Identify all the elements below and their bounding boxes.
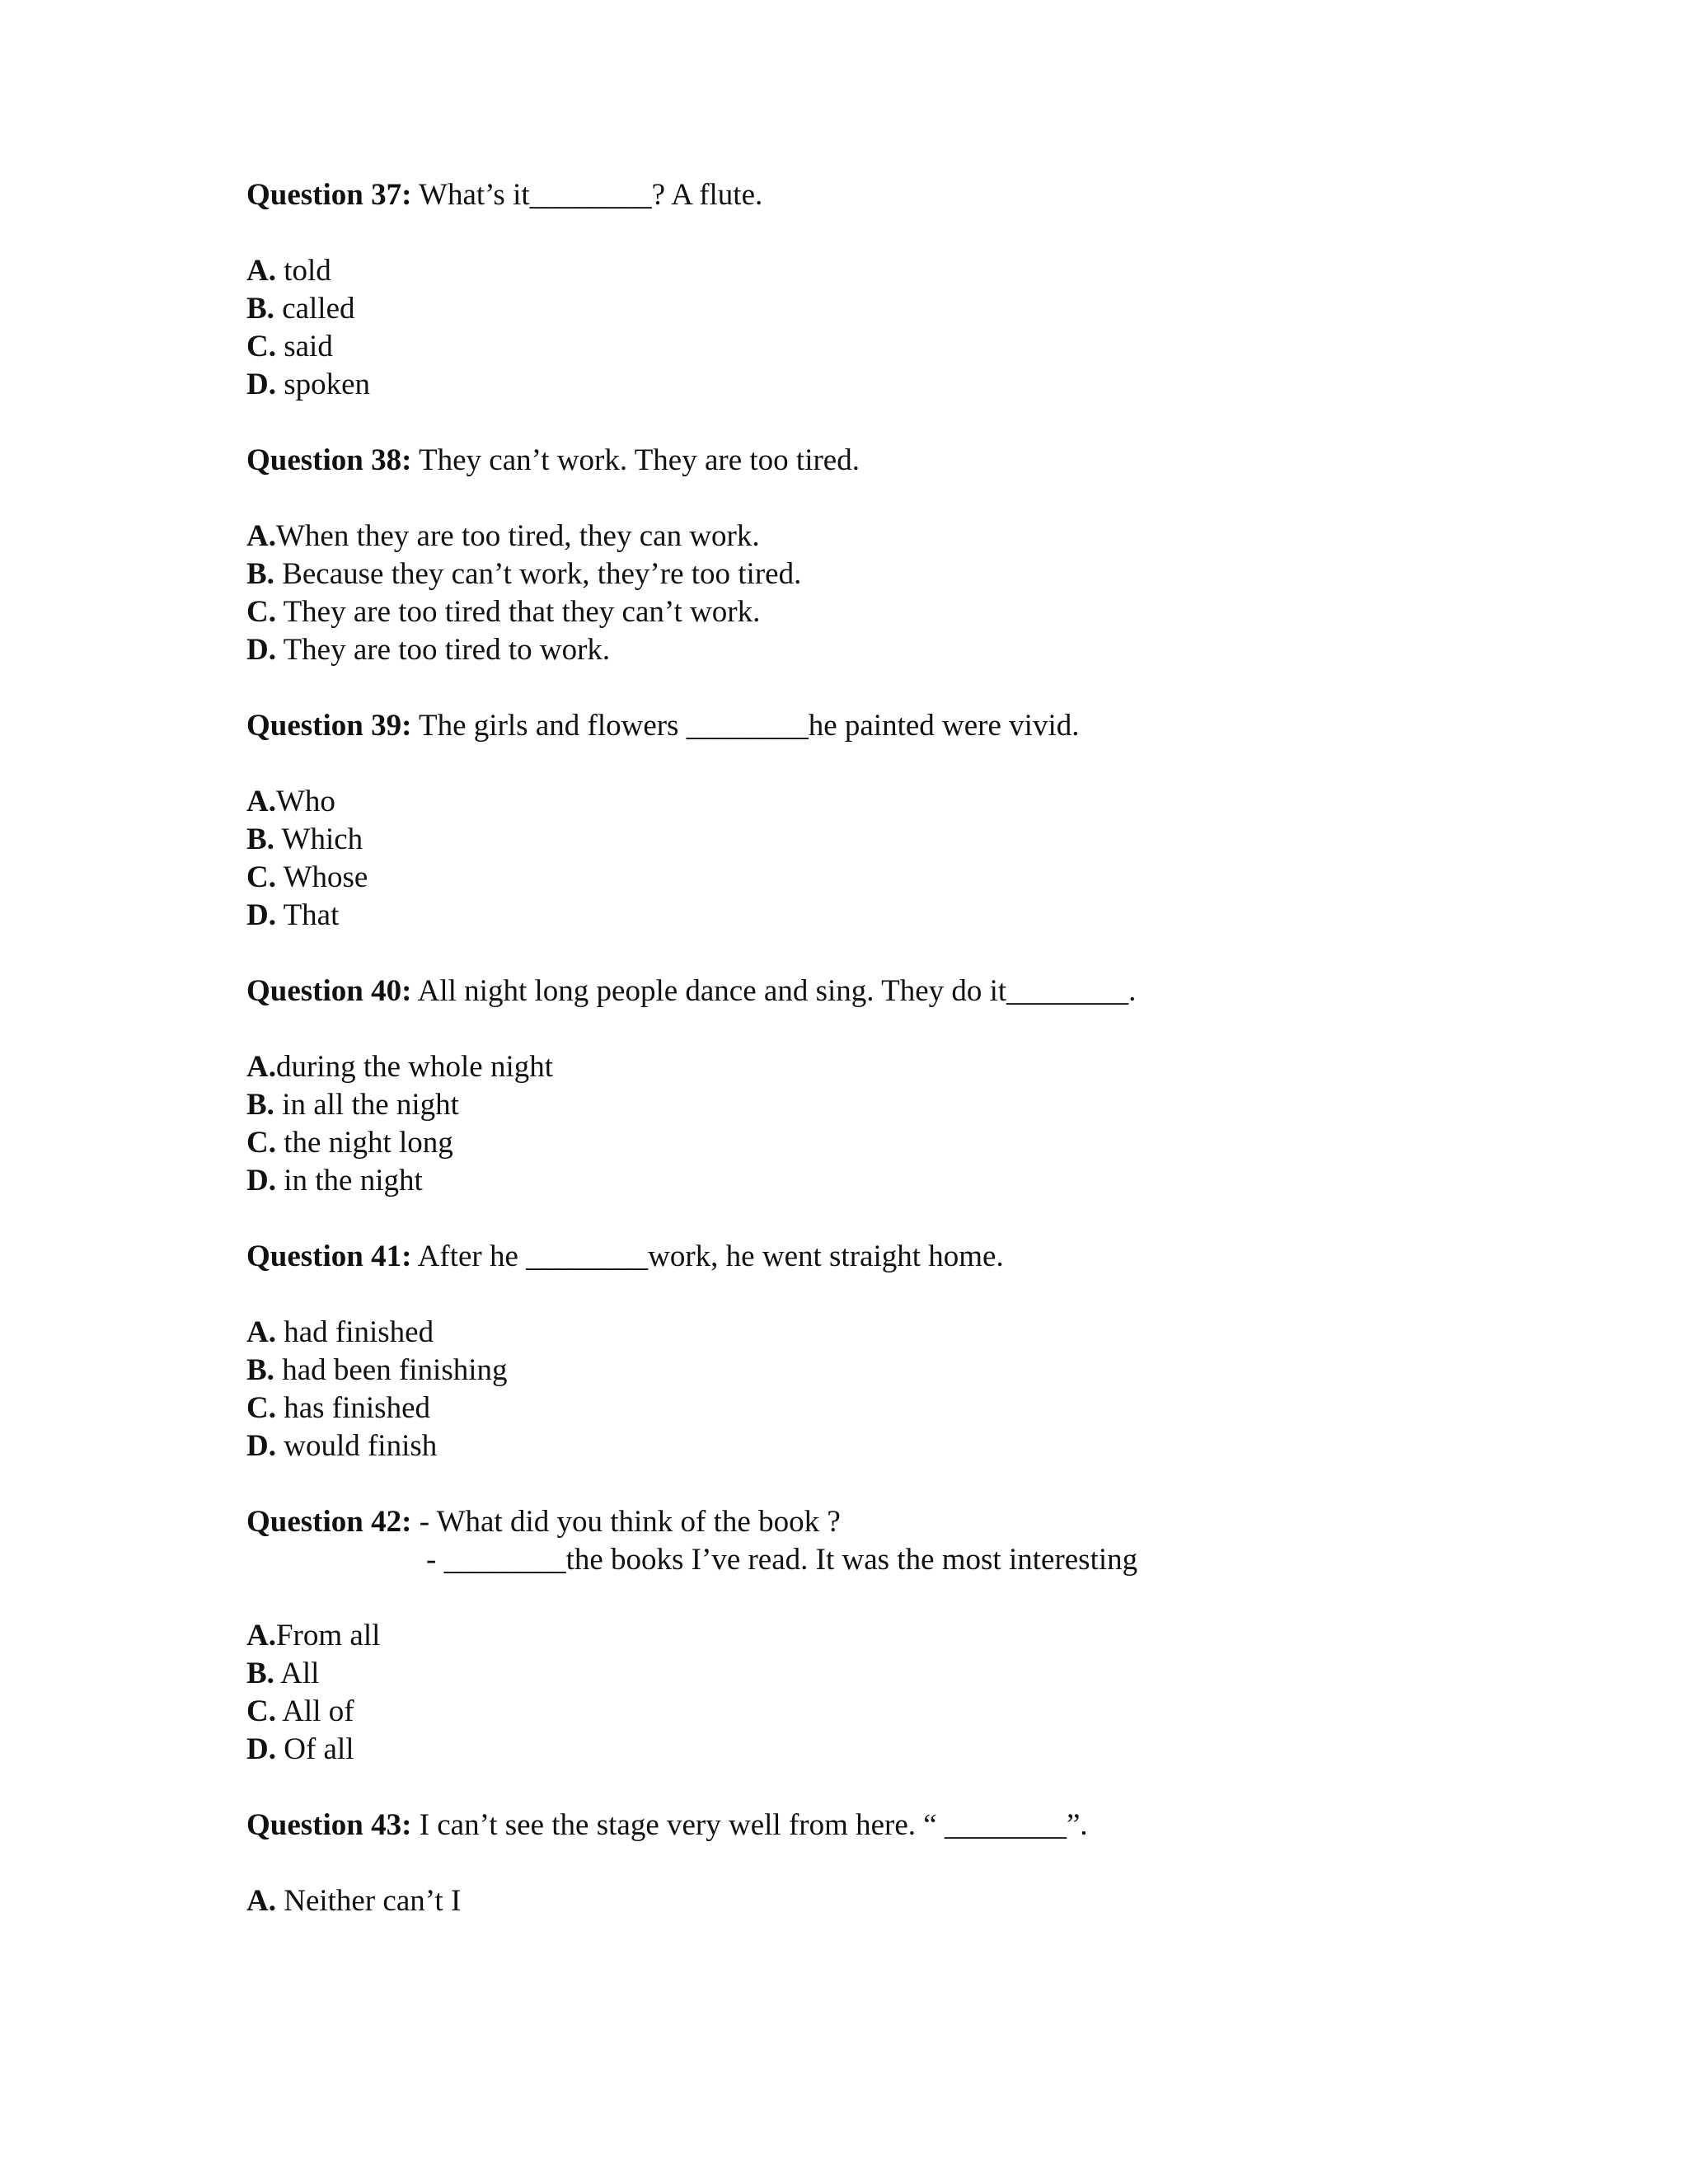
question-stem bbox=[246, 972, 1532, 1010]
question-stem bbox=[246, 1807, 1532, 1844]
option-text: All bbox=[274, 1657, 320, 1690]
option-letter: B. bbox=[246, 1088, 274, 1122]
option-text: told bbox=[275, 254, 331, 288]
option-letter: C. bbox=[246, 330, 276, 363]
option-text: in all the night bbox=[274, 1088, 459, 1122]
question-label: Question 41: bbox=[246, 1240, 412, 1273]
option-letter: D. bbox=[246, 1429, 276, 1463]
option-letter: B. bbox=[246, 1353, 274, 1387]
answer-options bbox=[246, 1314, 1532, 1465]
question-label: Question 42: bbox=[246, 1505, 412, 1539]
option-letter: A. bbox=[246, 1315, 276, 1349]
option-d bbox=[246, 1731, 1532, 1769]
question-37 bbox=[246, 176, 1532, 404]
option-letter: C. bbox=[246, 860, 276, 894]
question-stem bbox=[246, 1238, 1532, 1276]
option-text: Which bbox=[274, 823, 363, 856]
option-letter: B. bbox=[246, 292, 274, 326]
option-letter: A. bbox=[246, 1619, 276, 1652]
question-41 bbox=[246, 1238, 1532, 1465]
question-text: - ________the books I’ve read. It was the most interesting bbox=[426, 1543, 1138, 1577]
option-text: said bbox=[275, 330, 333, 363]
option-d bbox=[246, 366, 1532, 404]
question-text: What’s it________? A flute. bbox=[411, 178, 763, 212]
option-letter: B. bbox=[246, 557, 274, 591]
answer-options bbox=[246, 252, 1532, 404]
option-c bbox=[246, 1124, 1532, 1162]
question-stem bbox=[246, 1503, 1532, 1541]
option-letter: A. bbox=[246, 785, 276, 818]
option-letter: D. bbox=[246, 1164, 276, 1197]
answer-options bbox=[246, 1048, 1532, 1200]
option-b bbox=[246, 290, 1532, 328]
question-38 bbox=[246, 442, 1532, 669]
option-text: Whose bbox=[275, 860, 368, 894]
option-letter: C. bbox=[246, 1126, 276, 1160]
question-stem bbox=[246, 707, 1532, 745]
option-c bbox=[246, 1693, 1532, 1731]
option-a bbox=[246, 783, 1532, 821]
option-letter: B. bbox=[246, 1657, 274, 1690]
question-label: Question 38: bbox=[246, 443, 412, 477]
option-c bbox=[246, 328, 1532, 366]
question-label: Question 39: bbox=[246, 709, 412, 743]
option-letter: D. bbox=[246, 898, 276, 932]
option-text: Neither can’t I bbox=[275, 1884, 462, 1918]
question-stem-continuation bbox=[246, 1541, 1532, 1579]
option-text: From all bbox=[275, 1619, 381, 1652]
option-text: called bbox=[274, 292, 355, 326]
question-42 bbox=[246, 1503, 1532, 1769]
option-b bbox=[246, 1352, 1532, 1390]
option-letter: C. bbox=[246, 1391, 276, 1425]
option-letter: D. bbox=[246, 1732, 276, 1766]
option-a bbox=[246, 1882, 1532, 1920]
option-text: has finished bbox=[275, 1391, 431, 1425]
question-text: - What did you think of the book ? bbox=[411, 1505, 841, 1539]
option-letter: A. bbox=[246, 519, 276, 553]
option-text: Of all bbox=[275, 1732, 354, 1766]
option-c bbox=[246, 859, 1532, 897]
answer-options bbox=[246, 1617, 1532, 1769]
option-a bbox=[246, 518, 1532, 555]
option-a bbox=[246, 1314, 1532, 1352]
option-letter: C. bbox=[246, 1694, 276, 1728]
question-text: The girls and flowers ________he painted were vivid. bbox=[411, 709, 1080, 743]
option-text: spoken bbox=[275, 368, 371, 401]
option-a bbox=[246, 1048, 1532, 1086]
option-b bbox=[246, 555, 1532, 593]
answer-options bbox=[246, 518, 1532, 669]
question-label: Question 40: bbox=[246, 974, 412, 1008]
option-text: Because they can’t work, they’re too tired. bbox=[274, 557, 802, 591]
question-text: I can’t see the stage very well from here. “ ________”. bbox=[411, 1808, 1088, 1842]
question-43 bbox=[246, 1807, 1532, 1920]
option-d bbox=[246, 897, 1532, 935]
option-a bbox=[246, 1617, 1532, 1655]
question-text: All night long people dance and sing. They do it________. bbox=[411, 974, 1137, 1008]
question-label: Question 43: bbox=[246, 1808, 412, 1842]
option-text: Who bbox=[275, 785, 335, 818]
option-text: would finish bbox=[275, 1429, 438, 1463]
option-c bbox=[246, 1390, 1532, 1427]
option-text: during the whole night bbox=[275, 1050, 554, 1084]
option-letter: A. bbox=[246, 1884, 276, 1918]
option-text: They are too tired to work. bbox=[275, 633, 611, 667]
option-text: had been finishing bbox=[274, 1353, 508, 1387]
question-text: After he ________work, he went straight home. bbox=[411, 1240, 1004, 1273]
option-b bbox=[246, 1655, 1532, 1693]
question-label: Question 37: bbox=[246, 178, 412, 212]
answer-options bbox=[246, 1882, 1532, 1920]
option-text: They are too tired that they can’t work. bbox=[275, 595, 761, 629]
option-text: in the night bbox=[275, 1164, 423, 1197]
option-b bbox=[246, 1086, 1532, 1124]
option-b bbox=[246, 821, 1532, 859]
option-text: When they are too tired, they can work. bbox=[275, 519, 760, 553]
document-page bbox=[246, 176, 1532, 1958]
question-text: They can’t work. They are too tired. bbox=[411, 443, 860, 477]
question-40 bbox=[246, 972, 1532, 1200]
option-letter: D. bbox=[246, 633, 276, 667]
option-text: All of bbox=[275, 1694, 354, 1728]
option-text: That bbox=[275, 898, 340, 932]
option-letter: A. bbox=[246, 1050, 276, 1084]
question-39 bbox=[246, 707, 1532, 935]
question-stem bbox=[246, 176, 1532, 214]
option-d bbox=[246, 1427, 1532, 1465]
option-letter: A. bbox=[246, 254, 276, 288]
option-text: the night long bbox=[275, 1126, 453, 1160]
option-letter: C. bbox=[246, 595, 276, 629]
question-stem bbox=[246, 442, 1532, 480]
option-letter: D. bbox=[246, 368, 276, 401]
option-c bbox=[246, 593, 1532, 631]
option-d bbox=[246, 631, 1532, 669]
option-letter: B. bbox=[246, 823, 274, 856]
option-text: had finished bbox=[275, 1315, 434, 1349]
option-a bbox=[246, 252, 1532, 290]
answer-options bbox=[246, 783, 1532, 935]
option-d bbox=[246, 1162, 1532, 1200]
